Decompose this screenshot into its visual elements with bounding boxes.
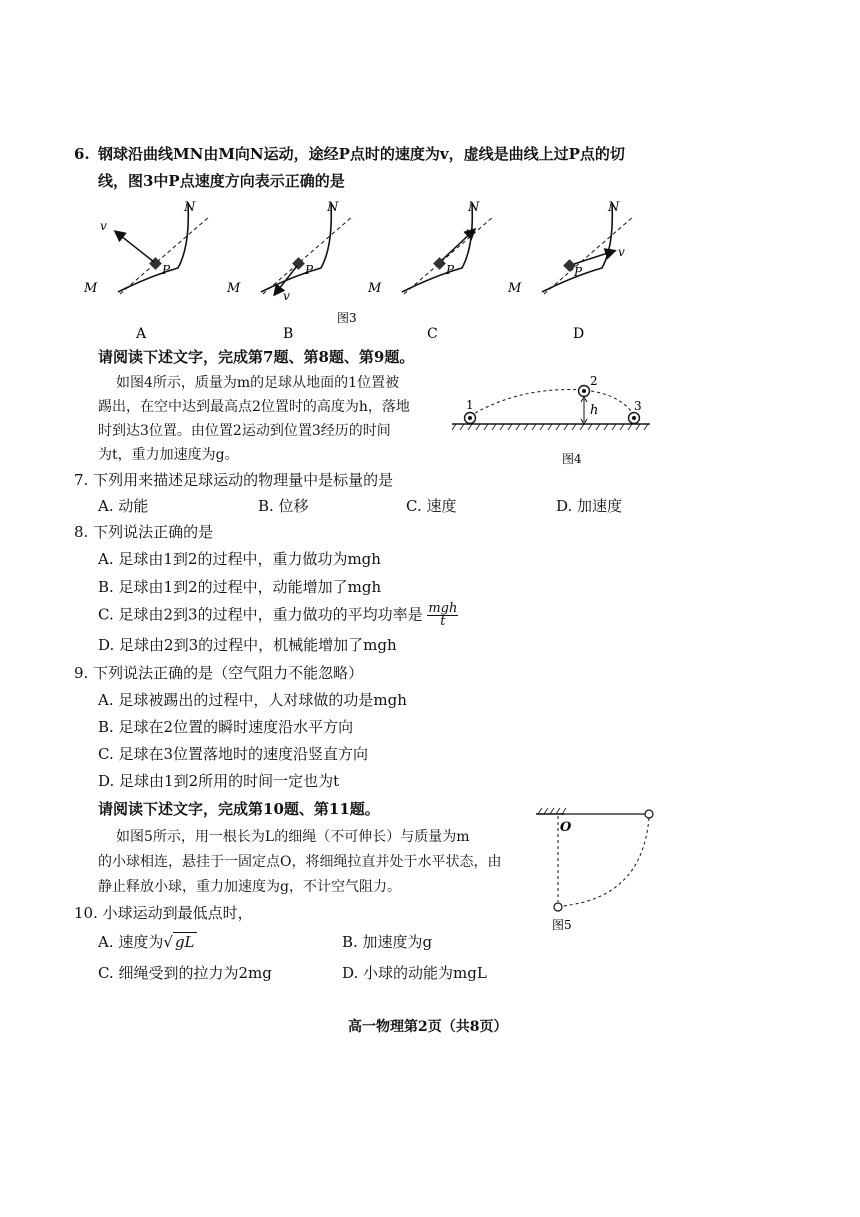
read2-para-line: 静止释放小球，重力加速度为g，不计空气阻力。: [98, 879, 401, 895]
steel-ball: [292, 257, 305, 270]
q8-stem: 8. 下列说法正确的是: [74, 523, 214, 541]
read2-para-line: 如图5所示，用一根长为L的细绳（不可伸长）与质量为m: [116, 829, 470, 845]
q8-option-d[interactable]: D. 足球由2到3的过程中，机械能增加了mgh: [98, 636, 397, 654]
q8-option-b[interactable]: B. 足球由1到2的过程中，动能增加了mgh: [98, 578, 382, 596]
label-m: M: [368, 281, 382, 296]
label-p: P: [305, 263, 314, 277]
q7-option-b[interactable]: B. 位移: [258, 497, 309, 515]
label-n: N: [608, 200, 620, 215]
q10-option-a-text: A. 速度为: [98, 933, 164, 951]
option-b-diagram: [226, 200, 353, 303]
label-m: M: [508, 281, 522, 296]
curve-mn: [261, 204, 331, 292]
velocity-arrow: [574, 251, 614, 264]
q6-number: 6.: [74, 145, 90, 163]
q7-stem: 7. 下列用来描述足球运动的物理量中是标量的是: [74, 471, 394, 489]
label-v: v: [466, 225, 473, 239]
label-v: v: [283, 289, 290, 303]
option-c-diagram: [367, 200, 494, 296]
figure-3: [70, 196, 670, 346]
sqrt-gl: √ gL: [163, 933, 195, 951]
option-a-diagram: [83, 200, 210, 296]
tangent-line: [120, 216, 210, 294]
tangent-line: [404, 216, 494, 294]
tangent-line: [263, 216, 353, 294]
sqrt-radicand: gL: [174, 933, 195, 951]
q10-option-b[interactable]: B. 加速度为g: [342, 933, 433, 951]
label-2: 2: [590, 374, 598, 388]
label-v: v: [100, 219, 107, 233]
label-p: P: [446, 263, 455, 277]
label-m: M: [227, 281, 241, 296]
q10-option-c[interactable]: C. 细绳受到的拉力为2mg: [98, 964, 272, 982]
figure-5: [530, 802, 670, 942]
ball-start: [645, 810, 653, 818]
label-p: P: [574, 265, 583, 279]
figure-3-caption: 图3: [337, 311, 357, 325]
swing-arc: [562, 818, 649, 906]
curve-mn: [118, 204, 188, 292]
q9-option-d[interactable]: D. 足球由1到2所用的时间一定也为t: [98, 772, 340, 790]
read2-instruction: 请阅读下述文字，完成第10题、第11题。: [98, 800, 380, 818]
q10-option-a[interactable]: [98, 932, 197, 952]
label-1: 1: [466, 398, 474, 412]
label-3: 3: [634, 399, 642, 413]
figure-5-caption: 图5: [552, 918, 572, 932]
figure-4-caption: 图4: [562, 452, 582, 466]
label-v: v: [618, 245, 625, 259]
label-n: N: [468, 200, 480, 215]
option-d-diagram: [507, 200, 634, 296]
q8-option-a[interactable]: A. 足球由1到2的过程中，重力做功为mgh: [98, 550, 381, 568]
fraction-numerator: mgh: [428, 601, 458, 616]
q7-option-a[interactable]: A. 动能: [98, 497, 149, 515]
ball-lowest: [554, 903, 562, 911]
q6-stem-line2: 线，图3中P点速度方向表示正确的是: [98, 172, 345, 190]
read1-para-line: 时到达3位置。由位置2运动到位置3经历的时间: [98, 423, 391, 439]
read1-para-line: 为t，重力加速度为g。: [98, 447, 239, 463]
q8-option-c-row[interactable]: [98, 603, 458, 628]
q7-option-d[interactable]: D. 加速度: [556, 497, 623, 515]
read2-para-line: 的小球相连，悬挂于一固定点O，将细绳拉直并处于水平状态，由: [98, 854, 502, 870]
q9-option-b[interactable]: B. 足球在2位置的瞬时速度沿水平方向: [98, 718, 354, 736]
read1-para-line: 踢出，在空中达到最高点2位置时的高度为h，落地: [98, 399, 410, 415]
q9-option-c[interactable]: C. 足球在3位置落地时的速度沿竖直方向: [98, 745, 369, 763]
option-c-label: C: [427, 326, 438, 342]
fraction-mgh-over-t: [427, 603, 458, 628]
option-b-label: B: [283, 326, 294, 342]
q9-option-a[interactable]: A. 足球被踢出的过程中，人对球做的功是mgh: [98, 691, 407, 709]
velocity-arrow: [116, 232, 154, 262]
figure-4: [450, 372, 660, 472]
q7-option-c[interactable]: C. 速度: [406, 497, 457, 515]
q10-option-d[interactable]: D. 小球的动能为mgL: [342, 964, 487, 982]
label-n: N: [184, 200, 196, 215]
label-o: O: [560, 820, 572, 835]
curve-mn: [402, 204, 472, 292]
label-h: h: [590, 403, 599, 418]
read1-para-line: 如图4所示，质量为m的足球从地面的1位置被: [116, 375, 400, 391]
q10-stem: 10. 小球运动到最低点时，: [74, 904, 253, 922]
ground-hatch: [452, 424, 648, 430]
read1-instruction: 请阅读下述文字，完成第7题、第8题、第9题。: [98, 348, 415, 366]
page-footer: 高一物理第2页（共8页）: [348, 1019, 508, 1035]
fraction-denominator: t: [440, 614, 446, 629]
trajectory: [470, 390, 633, 416]
label-n: N: [327, 200, 339, 215]
option-a-label: A: [136, 326, 147, 342]
label-m: M: [84, 281, 98, 296]
label-p: P: [162, 263, 171, 277]
q9-stem: 9. 下列说法正确的是（空气阻力不能忽略）: [74, 664, 364, 682]
q8-option-c: C. 足球由2到3的过程中，重力做功的平均功率是: [98, 605, 423, 624]
option-d-label: D: [573, 326, 585, 342]
q6-stem-line1: 钢球沿曲线MN由M向N运动，途经P点时的速度为v，虚线是曲线上过P点的切: [98, 145, 625, 163]
